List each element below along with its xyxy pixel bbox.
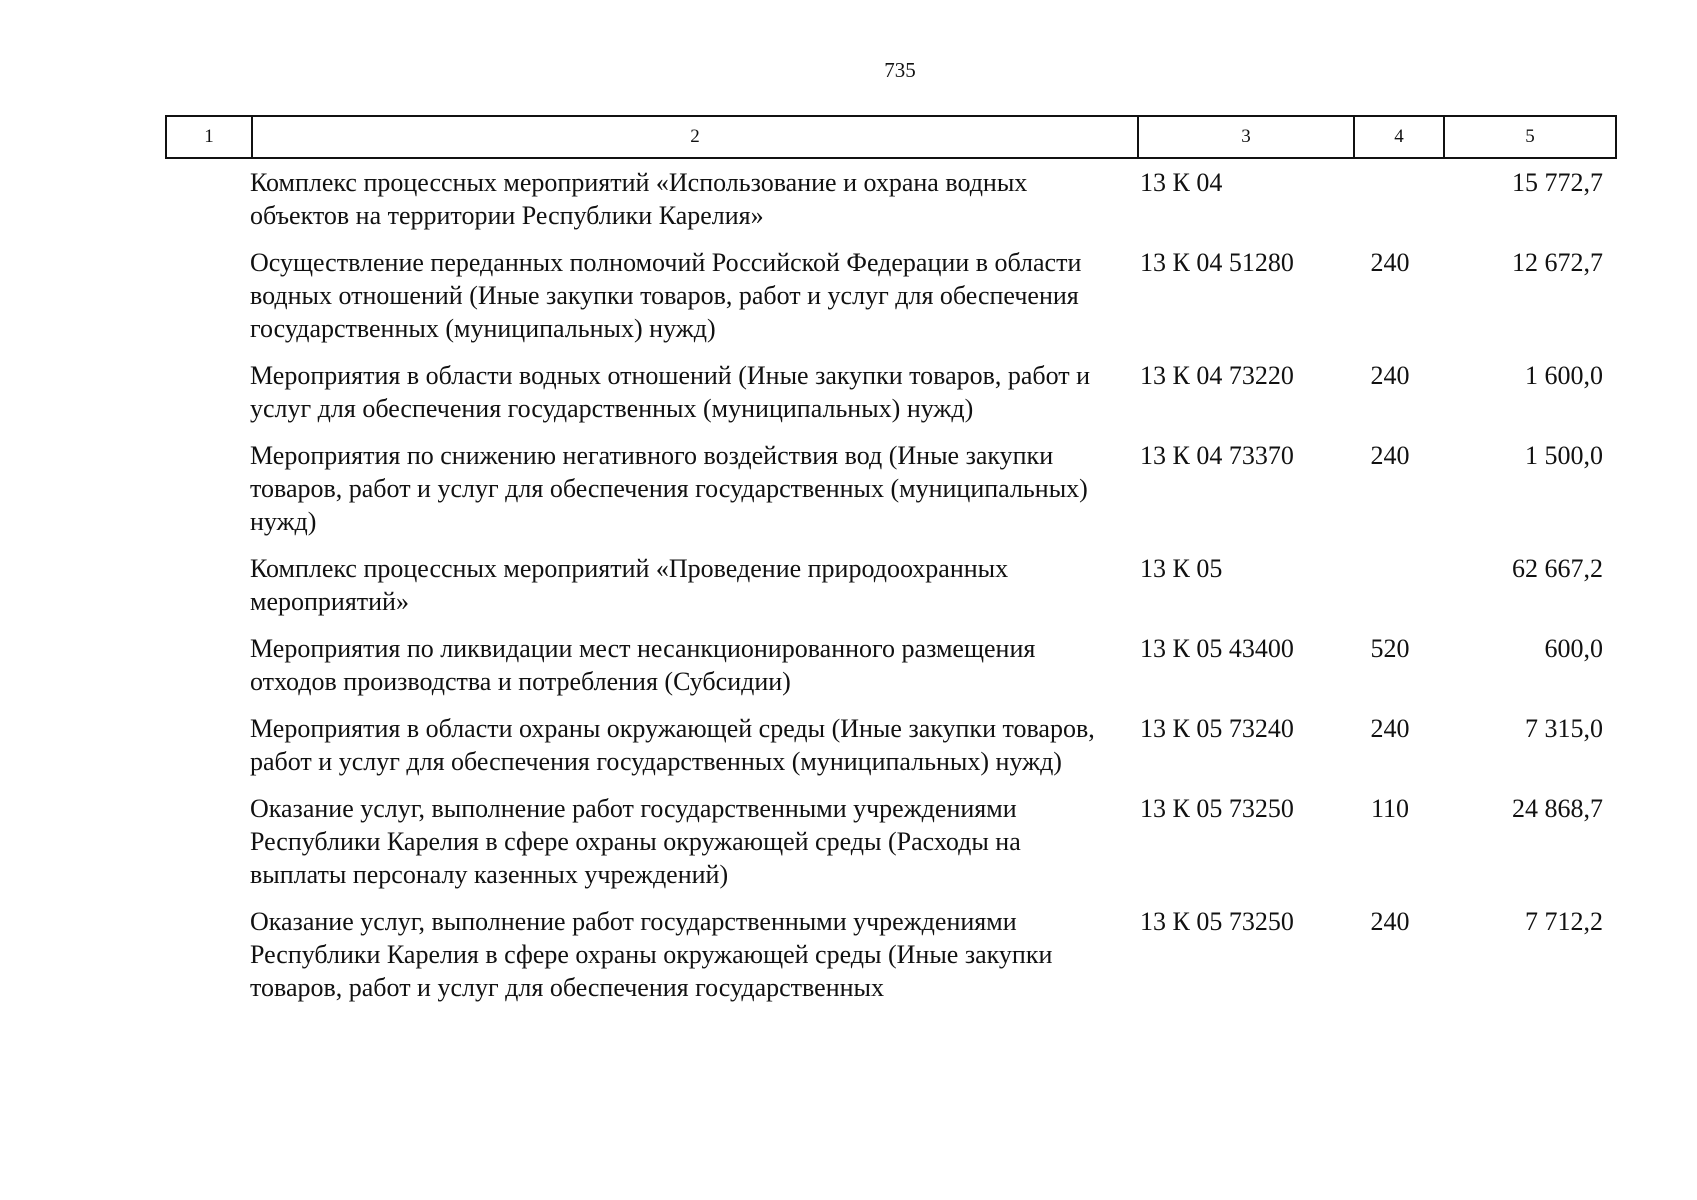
table-row bbox=[250, 905, 1615, 1004]
column-header-4: 4 bbox=[1354, 116, 1444, 158]
row-sum: 12 672,7 bbox=[1512, 248, 1603, 277]
column-header-table bbox=[165, 115, 1617, 159]
row-code: 13 К 04 bbox=[1140, 168, 1223, 197]
row-code: 13 К 05 73250 bbox=[1140, 794, 1294, 823]
column-header-2: 2 bbox=[252, 116, 1138, 158]
table-row bbox=[250, 246, 1615, 345]
table-row bbox=[250, 712, 1615, 778]
column-header-1: 1 bbox=[166, 116, 252, 158]
row-name: Комплекс процессных мероприятий «Проведение природоохранных мероприятий» bbox=[250, 554, 1009, 616]
row-name: Оказание услуг, выполнение работ государственными учреждениями Республики Карелия в сфере охраны окружающей среды (Расходы на выплаты персоналу казенных учреждений) bbox=[250, 794, 1021, 889]
row-code: 13 К 05 bbox=[1140, 554, 1223, 583]
row-sum: 7 315,0 bbox=[1525, 714, 1603, 743]
table-row bbox=[250, 359, 1615, 425]
page-number: 735 bbox=[884, 58, 916, 82]
column-header-5: 5 bbox=[1444, 116, 1616, 158]
row-sum: 1 500,0 bbox=[1525, 441, 1603, 470]
row-kvr: 110 bbox=[1370, 794, 1410, 823]
column-header-3: 3 bbox=[1138, 116, 1354, 158]
column-header-row bbox=[166, 116, 1616, 158]
row-code: 13 К 04 51280 bbox=[1140, 248, 1294, 277]
row-code: 13 К 05 73250 bbox=[1140, 907, 1294, 936]
row-kvr: 240 bbox=[1370, 714, 1410, 743]
row-name: Мероприятия в области охраны окружающей среды (Иные закупки товаров, работ и услуг для обеспечения государственных (муниципальных) нужд) bbox=[250, 714, 1095, 776]
table-body bbox=[250, 166, 1615, 1018]
row-sum: 62 667,2 bbox=[1512, 554, 1603, 583]
table-row bbox=[250, 792, 1615, 891]
row-name: Комплекс процессных мероприятий «Использование и охрана водных объектов на территории Республики Карелия» bbox=[250, 168, 1028, 230]
row-kvr: 240 bbox=[1370, 441, 1410, 470]
row-kvr: 240 bbox=[1370, 248, 1410, 277]
row-name: Оказание услуг, выполнение работ государственными учреждениями Республики Карелия в сфере охраны окружающей среды (Иные закупки товаров, работ и услуг для обеспечения государственных bbox=[250, 907, 1053, 1002]
row-kvr: 240 bbox=[1370, 361, 1410, 390]
table-row bbox=[250, 632, 1615, 698]
table-row bbox=[250, 439, 1615, 538]
row-sum: 24 868,7 bbox=[1512, 794, 1603, 823]
row-code: 13 К 05 73240 bbox=[1140, 714, 1294, 743]
row-sum: 15 772,7 bbox=[1512, 168, 1603, 197]
row-code: 13 К 04 73220 bbox=[1140, 361, 1294, 390]
row-kvr: 520 bbox=[1370, 634, 1410, 663]
row-sum: 600,0 bbox=[1544, 634, 1603, 663]
row-code: 13 К 04 73370 bbox=[1140, 441, 1294, 470]
row-name: Мероприятия в области водных отношений (Иные закупки товаров, работ и услуг для обеспечения государственных (муниципальных) нужд) bbox=[250, 361, 1091, 423]
row-kvr: 240 bbox=[1370, 907, 1410, 936]
row-name: Осуществление переданных полномочий Российской Федерации в области водных отношений (Иные закупки товаров, работ и услуг для обеспечения государственных (муниципальных) нужд) bbox=[250, 248, 1082, 343]
row-sum: 7 712,2 bbox=[1525, 907, 1603, 936]
row-name: Мероприятия по ликвидации мест несанкционированного размещения отходов производства и потребления (Субсидии) bbox=[250, 634, 1036, 696]
row-code: 13 К 05 43400 bbox=[1140, 634, 1294, 663]
table-row bbox=[250, 166, 1615, 232]
table-row bbox=[250, 552, 1615, 618]
row-name: Мероприятия по снижению негативного воздействия вод (Иные закупки товаров, работ и услуг для обеспечения государственных (муниципальных) нужд) bbox=[250, 441, 1088, 536]
row-sum: 1 600,0 bbox=[1525, 361, 1603, 390]
